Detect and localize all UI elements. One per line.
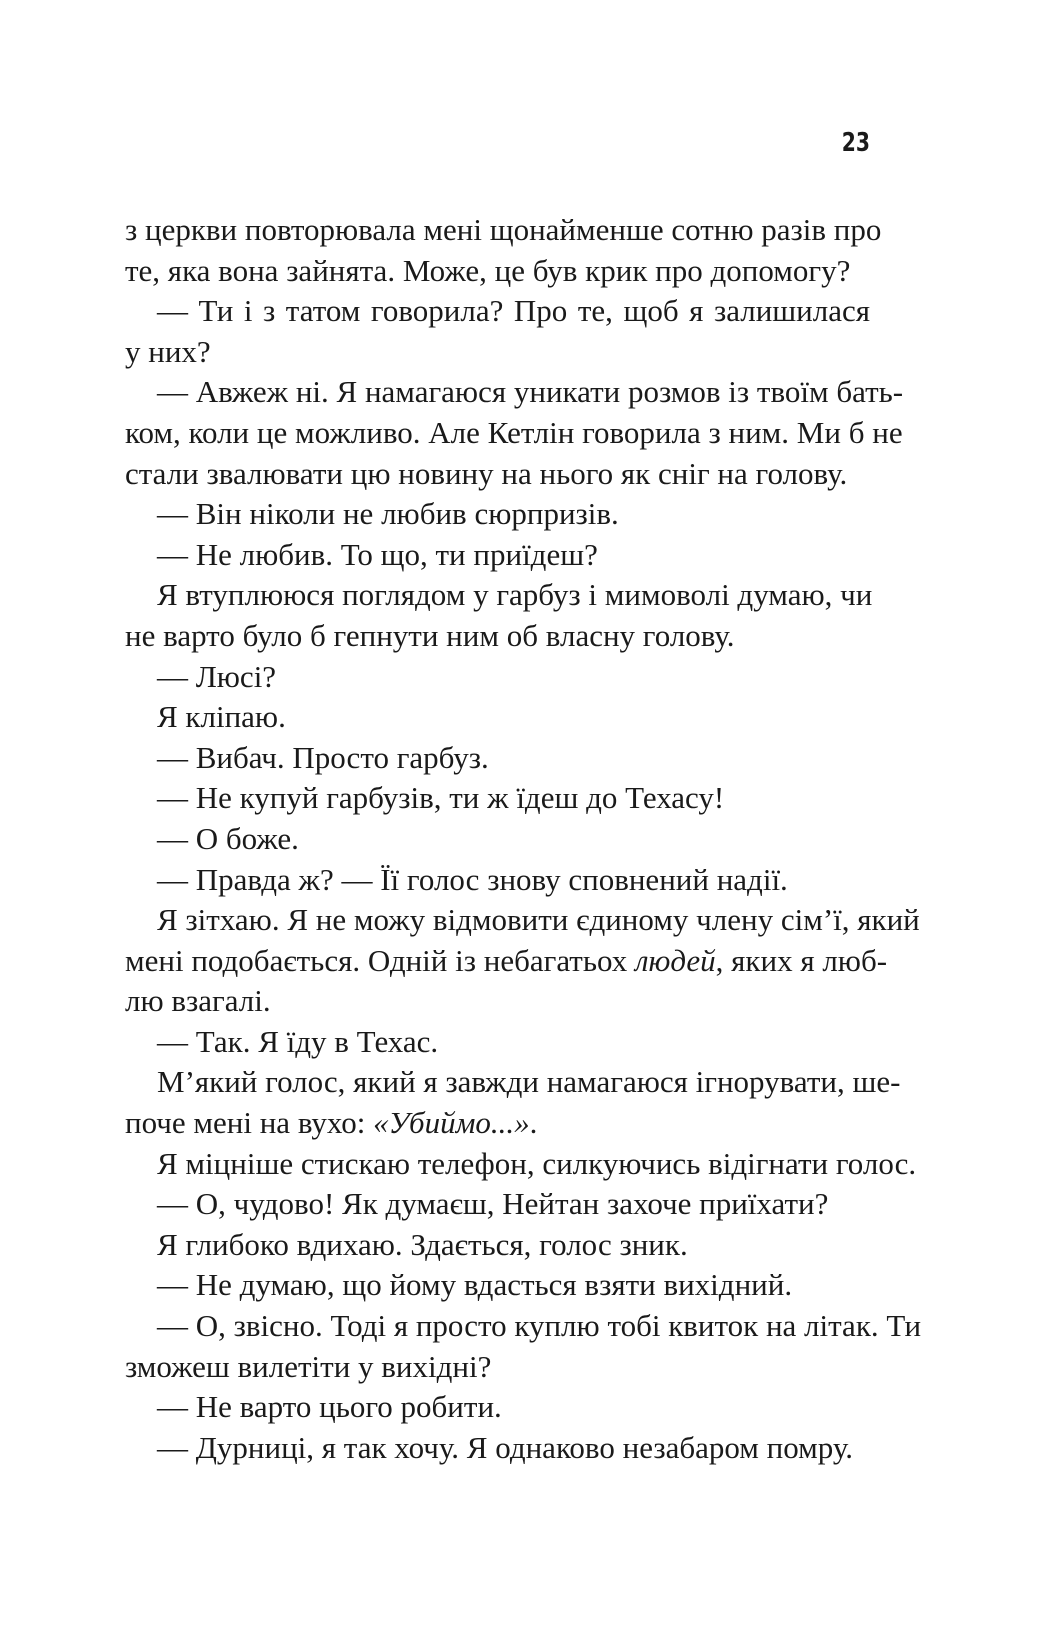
text-line: — О боже. [157,820,299,856]
text-line: зможеш вилетіти у вихідні? [125,1348,492,1384]
text-line: з церкви повторювала мені щонайменше сотню разів про [125,212,882,247]
text-line: — О, чудово! Як думаєш, Нейтан захоче приїхати? [157,1186,829,1222]
text-line: — Не думаю, що йому вдасться взяти вихідний. [157,1267,793,1303]
text-line: — Люсі? [157,658,277,694]
italic-word: людей [634,942,716,978]
text-line: Я кліпаю. [157,699,286,735]
text-segment: , яких я люб- [715,942,888,978]
text-line [125,1103,870,1144]
text-line: — Вибач. Просто гарбуз. [157,739,489,775]
text-line: — Не купуй гарбузів, ти ж їдеш до Техасу! [157,780,725,816]
text-line: стали звалювати цю новину на нього як сніг на голову. [125,455,848,491]
text-line: — Правда ж? — Її голос знову сповнений надії. [157,861,788,897]
text-line: — О, звісно. Тоді я просто куплю тобі квиток на літак. Ти [157,1308,922,1344]
body-text [125,210,922,1468]
text-segment: . [529,1105,538,1141]
text-segment: поче мені на вухо: [125,1105,374,1141]
text-segment: мені подобається. Одній із небагатьох [125,942,635,978]
italic-phrase: «Убиймо...» [373,1105,530,1141]
text-line: — Так. Я їду в Техас. [157,1023,439,1059]
text-line: — Не любив. То що, ти приїдеш? [157,536,598,572]
text-line: у них? [125,333,211,369]
text-line: Я глибоко вдихаю. Здається, голос зник. [157,1226,688,1262]
text-line: — Він ніколи не любив сюрпризів. [157,496,619,532]
text-line: — Авжеж ні. Я намагаюся уникати розмов із твоїм бать- [157,374,904,410]
page-number: 23 [841,128,870,158]
text-line: ком, коли це можливо. Але Кетлін говорила з ним. Ми б не [125,414,903,450]
text-line: Я зітхаю. Я не можу відмовити єдиному члену сім’ї, який [157,902,920,938]
text-line: М’який голос, який я завжди намагаюся ігнорувати, ше- [157,1064,901,1100]
text-line: — Ти і з татом говорила? Про те, щоб я залишилася [157,293,870,329]
text-line: те, яка вона зайнята. Може, це був крик про допомогу? [125,252,851,288]
text-line: — Не варто цього робити. [157,1389,502,1425]
text-line: Я втуплююся поглядом у гарбуз і мимоволі думаю, чи [157,577,873,613]
text-line: лю взагалі. [125,983,271,1019]
text-line: — Дурниці, я так хочу. Я однаково незабаром помру. [157,1429,854,1465]
text-line: не варто було б гепнути ним об власну голову. [125,617,735,653]
text-line [125,941,888,982]
text-line: Я міцніше стискаю телефон, силкуючись відігнати голос. [157,1145,917,1181]
